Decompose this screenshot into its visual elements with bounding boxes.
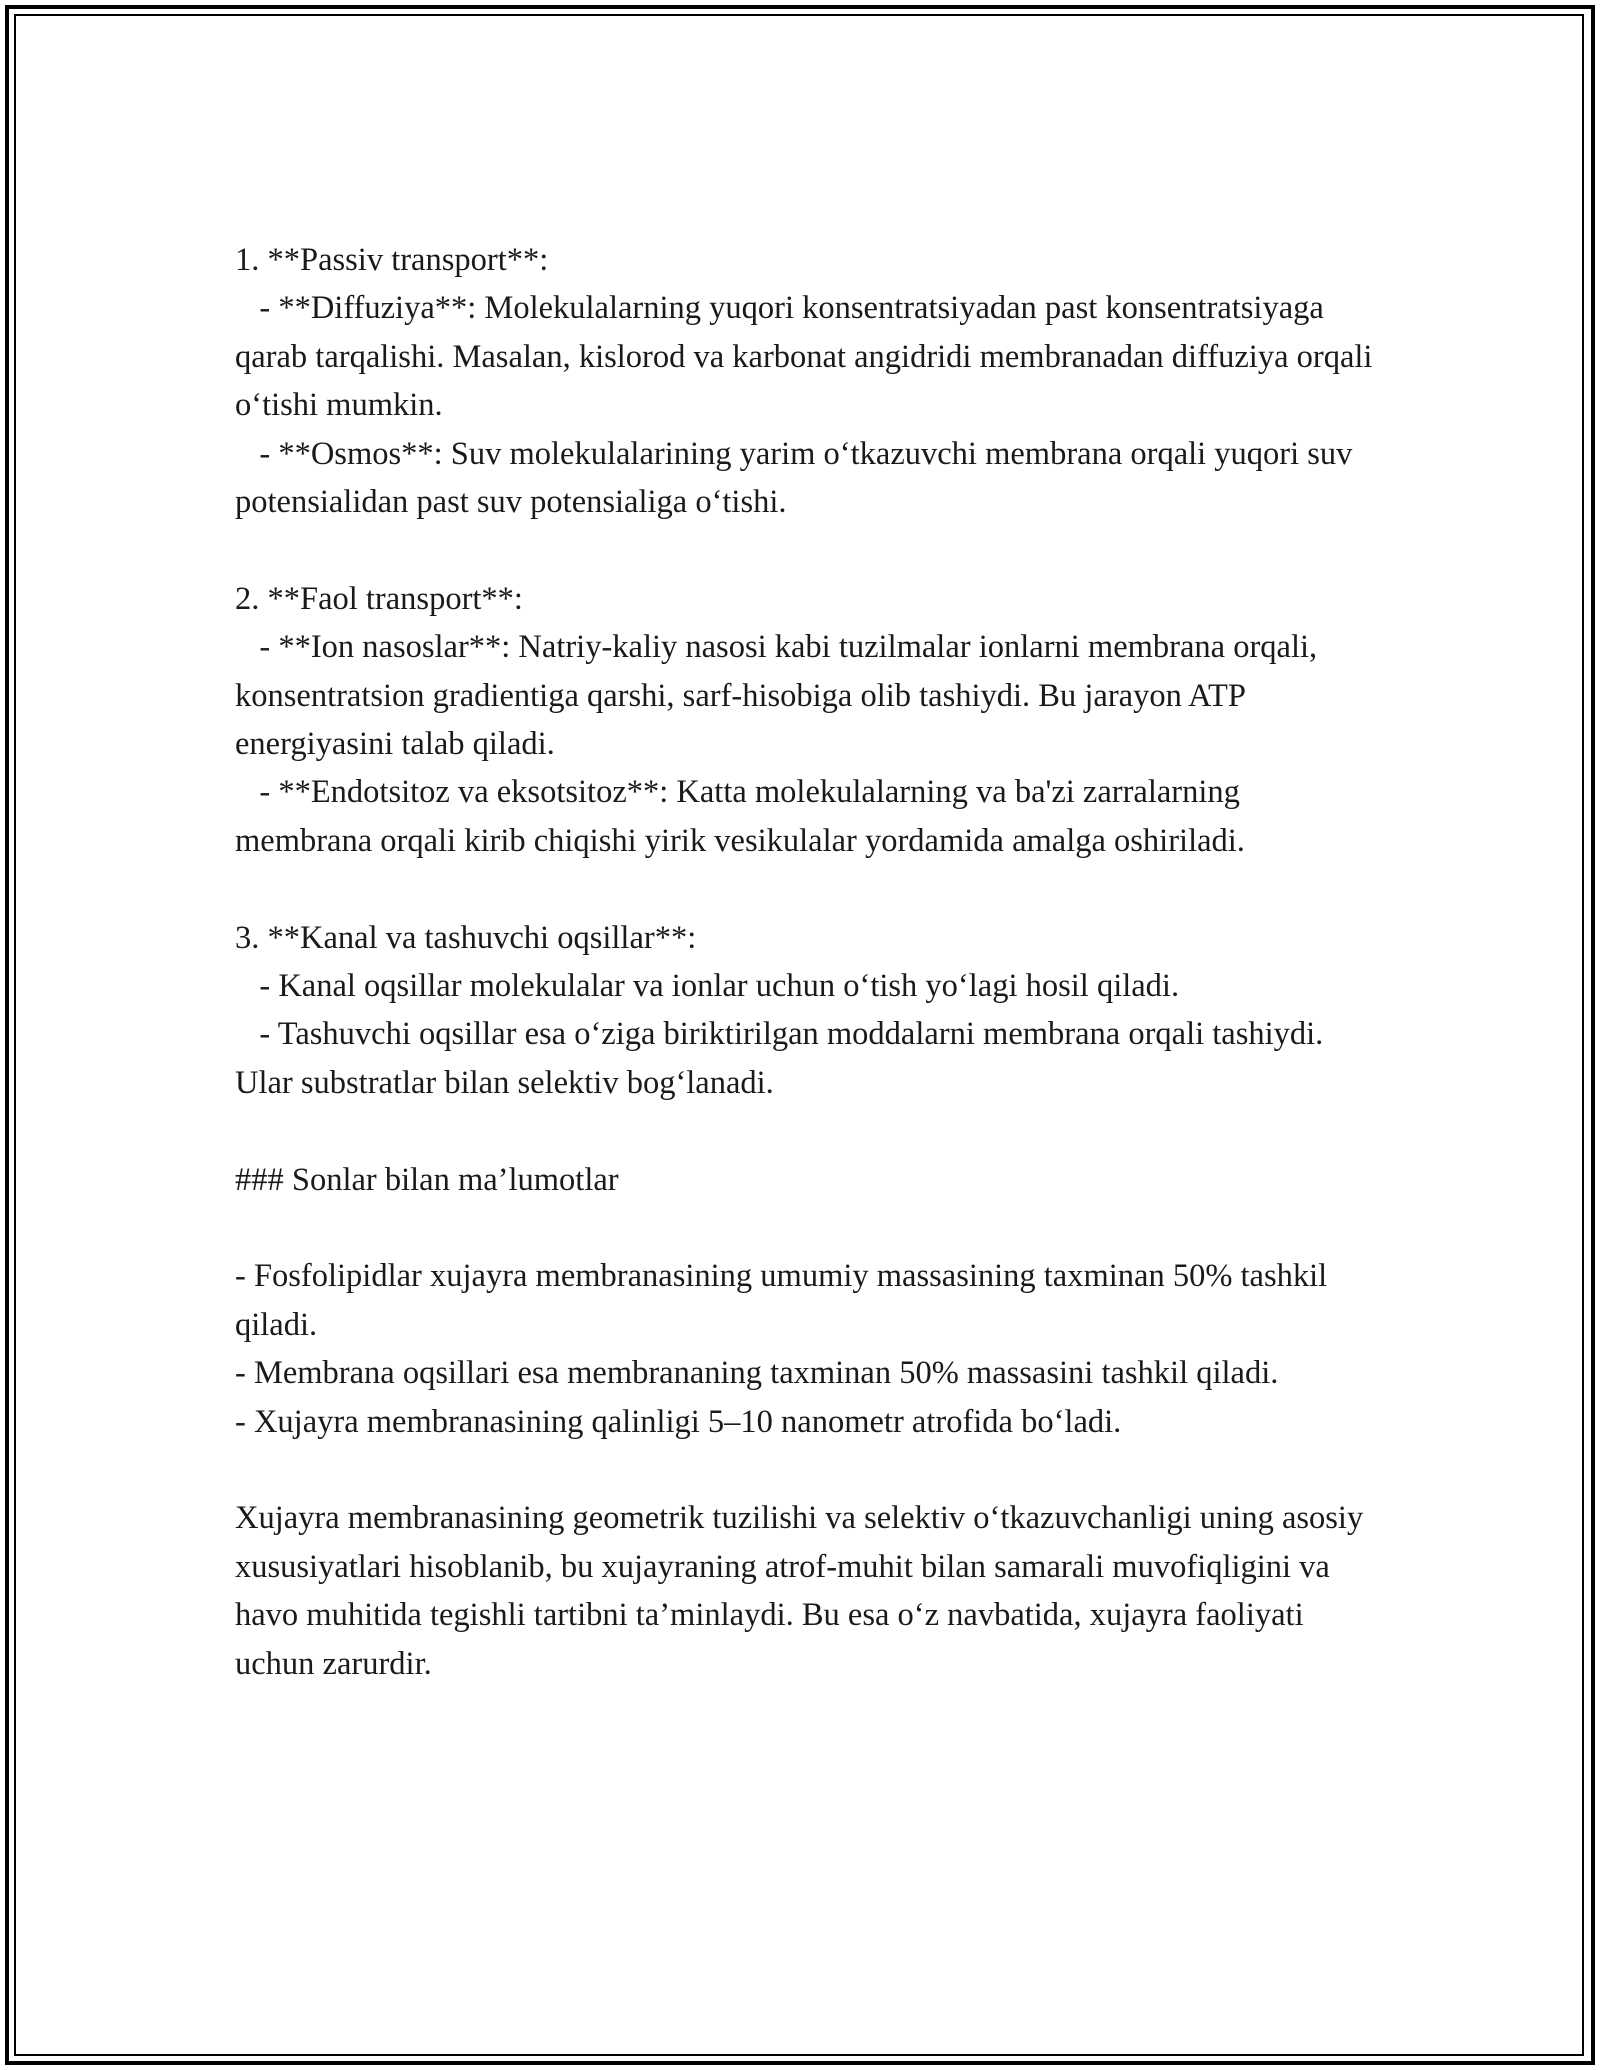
- paragraph-gap: [235, 1204, 1375, 1252]
- paragraph-gap: [235, 526, 1375, 574]
- list-item-channel-proteins: - Kanal oqsillar molekulalar va ionlar uchun o‘tish yo‘lagi hosil qiladi.: [235, 968, 1180, 1005]
- section-heading-passive-transport: 1. **Passiv transport**:: [235, 242, 549, 278]
- list-item-phospholipids: - Fosfolipidlar xujayra membranasining umumiy massasining taxminan 50% tashkil qiladi.: [235, 1258, 1336, 1343]
- list-item-carrier-proteins: - Tashuvchi oqsillar esa o‘ziga biriktirilgan moddalarni membrana orqali tashiydi. Ular substratlar bilan selektiv bog‘lanadi.: [235, 1016, 1332, 1101]
- conclusion-paragraph: Xujayra membranasining geometrik tuzilishi va selektiv o‘tkazuvchanligi uning asosiy xususiyatlari hisoblanib, bu xujayraning atrof-muhit bilan samarali muvofiqligini va havo muhitida tegishli tartibni ta’minlaydi. Bu esa o‘z navbatida, xujayra faoliyati uchun zarurdir.: [235, 1500, 1372, 1682]
- list-item-endocytosis-exocytosis: - **Endotsitoz va eksotsitoz**: Katta molekulalarning va ba'zi zarralarning membrana orqali kirib chiqishi yirik vesikulalar yordamida amalga oshiriladi.: [235, 774, 1249, 859]
- list-item-membrane-thickness: - Xujayra membranasining qalinligi 5–10 nanometr atrofida bo‘ladi.: [235, 1403, 1122, 1440]
- document-body: [235, 236, 1381, 1688]
- paragraph-gap: [235, 865, 1375, 913]
- section-heading-active-transport: 2. **Faol transport**:: [235, 580, 523, 617]
- list-item-diffusion: - **Diffuziya**: Molekulalarning yuqori konsentratsiyadan past konsentratsiyaga qarab tarqalishi. Masalan, kislorod va karbonat angidridi membranadan diffuziya orqali o‘tishi mumkin.: [235, 290, 1381, 424]
- list-item-ion-pumps: - **Ion nasoslar**: Natriy-kaliy nasosi kabi tuzilmalar ionlarni membrana orqali, konsentratsion gradientiga qarshi, sarf-hisobiga olib tashiydi. Bu jarayon ATP energiyasini talab qiladi.: [235, 629, 1326, 763]
- paragraph-gap: [235, 1446, 1375, 1494]
- section-heading-channel-carrier-proteins: 3. **Kanal va tashuvchi oqsillar**:: [235, 919, 697, 956]
- list-item-osmosis: - **Osmos**: Suv molekulalarining yarim o‘tkazuvchi membrana orqali yuqori suv potensialidan past suv potensialiga o‘tishi.: [235, 435, 1361, 521]
- numbers-heading: ### Sonlar bilan ma’lumotlar: [235, 1161, 619, 1198]
- paragraph-gap: [235, 1107, 1375, 1155]
- list-item-membrane-proteins: - Membrana oqsillari esa membrananing taxminan 50% massasini tashkil qiladi.: [235, 1355, 1279, 1392]
